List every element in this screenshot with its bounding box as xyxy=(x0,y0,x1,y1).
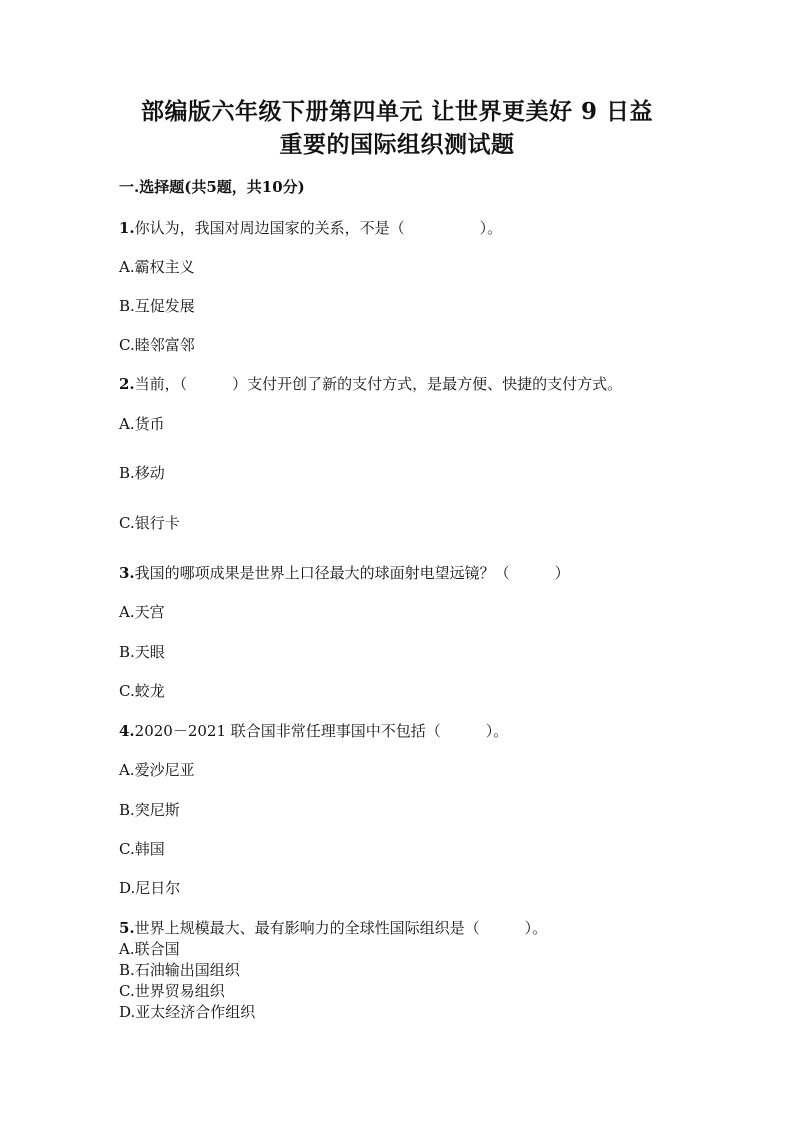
question-4-number: 4. xyxy=(119,722,135,740)
question-2-stem: 当前，（ ）支付开创了新的支付方式，是最方便、快捷的支付方式。 xyxy=(134,375,623,393)
question-3-option-c: C.蛟龙 xyxy=(119,682,165,700)
question-1 xyxy=(119,218,502,238)
question-4-option-a: A.爱沙尼亚 xyxy=(119,761,195,779)
question-4-option-d: D.尼日尔 xyxy=(119,879,181,897)
question-4-option-b: B.突尼斯 xyxy=(119,801,180,819)
question-5-number: 5. xyxy=(119,919,135,937)
question-3 xyxy=(119,563,570,583)
question-2-option-a: A.货币 xyxy=(119,415,165,433)
question-1-option-b: B.互促发展 xyxy=(119,297,195,315)
question-3-option-b: B.天眼 xyxy=(119,643,165,661)
question-5-option-c: C.世界贸易组织 xyxy=(119,982,225,1000)
question-2-option-b: B.移动 xyxy=(119,464,165,482)
section-heading: 一.选择题(共5题，共10分) xyxy=(119,178,305,196)
question-4-option-c: C.韩国 xyxy=(119,840,165,858)
question-5 xyxy=(119,918,547,938)
question-5-stem: 世界上规模最大、最有影响力的全球性国际组织是（ ）。 xyxy=(134,919,548,937)
page-title-line-1: 部编版六年级下册第四单元 让世界更美好 9 日益 xyxy=(140,98,654,125)
question-1-number: 1. xyxy=(119,219,135,237)
question-1-stem: 你认为，我国对周边国家的关系，不是（ ）。 xyxy=(134,219,503,237)
page-title-line-2: 重要的国际组织测试题 xyxy=(279,131,515,158)
question-4-stem: 2020－2021 联合国非常任理事国中不包括（ ）。 xyxy=(134,722,509,740)
question-3-stem: 我国的哪项成果是世界上口径最大的球面射电望远镜？（ ） xyxy=(134,564,570,582)
question-5-option-b: B.石油输出国组织 xyxy=(119,961,240,979)
question-5-option-d: D.亚太经济合作组织 xyxy=(119,1003,256,1021)
question-5-option-a: A.联合国 xyxy=(119,940,180,958)
question-2-option-c: C.银行卡 xyxy=(119,514,180,532)
question-2-number: 2. xyxy=(119,375,135,393)
question-3-option-a: A.天宫 xyxy=(119,603,165,621)
question-1-option-a: A.霸权主义 xyxy=(119,258,195,276)
question-2 xyxy=(119,374,622,394)
question-1-option-c: C.睦邻富邻 xyxy=(119,336,195,354)
question-3-number: 3. xyxy=(119,564,135,582)
question-4 xyxy=(119,721,508,741)
